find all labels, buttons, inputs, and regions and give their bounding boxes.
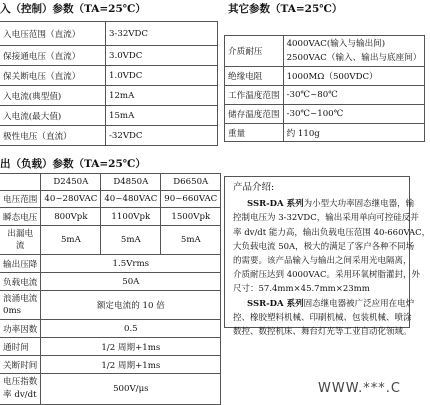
cell-value: 5mA: [101, 226, 161, 255]
label-line: 0ms: [3, 306, 22, 316]
intro-line: 固态继电器被广泛应用在电炉: [303, 298, 415, 309]
row-label: 重量: [225, 124, 284, 142]
intro-line: 的需要。该产品输入与输出之间采用光电隔离，: [233, 256, 412, 267]
label-line: 浪涌电流: [3, 294, 38, 304]
cell-value: 1.5Vrms: [41, 255, 221, 273]
series-name: SSR-DA 系列: [247, 199, 304, 210]
intro-line: 介质耐压达到 4000VAC。采用环氧树脂灌封，外: [233, 270, 421, 281]
other-section-title: 其它参数（TA=25℃）: [228, 3, 343, 15]
watermark: WWW.***.C: [318, 381, 401, 396]
label-line: 出漏电: [7, 229, 34, 239]
model-header: D6650A: [161, 174, 221, 191]
row-label: [0, 374, 41, 405]
row-label: 入电流(最大值): [0, 106, 106, 126]
cell-value: 40~280VAC: [41, 191, 101, 208]
intro-line: 数控、数控机床、舞台灯光等工业自动化领域。: [233, 327, 412, 338]
cell-value: 0.5: [41, 320, 221, 338]
cell-value: 1500Vpk: [161, 208, 221, 226]
row-label: 入电压范围（直流）: [0, 22, 106, 46]
cell-value: 1/2 周期+1ms: [41, 356, 221, 374]
row-value: 4000VAC(输入与输出间): [286, 39, 386, 49]
label-line: 率 dv/dt: [3, 390, 37, 400]
row-value: 1000MΩ（500VDC）: [283, 67, 425, 86]
output-params-table: [0, 173, 221, 405]
row-label: 通时间: [0, 338, 41, 356]
cell-value: 1/2 周期+1ms: [41, 338, 221, 356]
cell-value: 800Vpk: [41, 208, 101, 226]
row-value: 2500VAC（输入、输出与底座间）: [286, 53, 422, 63]
row-value: -30℃~100℃: [283, 105, 425, 124]
input-section-title: 入（控制）参数（TA=25℃）: [0, 3, 146, 15]
cell-value: 5mA: [41, 226, 101, 255]
output-section-title: 出（负载）参数（TA=25℃）: [0, 158, 146, 170]
row-value: 3.0VDC: [106, 46, 218, 66]
model-header: D4850A: [101, 174, 161, 191]
row-value: 约 110g: [283, 124, 425, 142]
row-label: 入电流(典型值): [0, 86, 106, 106]
label-line: 流: [15, 241, 25, 251]
row-label: 储存温度范围: [225, 105, 284, 124]
label-line: 电压指数: [3, 377, 38, 387]
intro-line: 大负载电流 50A，极大的满足了客户各种不同场: [233, 241, 415, 252]
cell-value: 500V/μs: [41, 374, 221, 405]
cell-value: 额定电流的 10 倍: [41, 291, 221, 320]
other-params-table: [224, 35, 425, 142]
intro-heading: 产品介绍:: [233, 182, 275, 193]
row-value: 12mA: [106, 86, 218, 106]
row-label: 瞬态电压: [0, 208, 41, 226]
model-header: D2450A: [41, 174, 101, 191]
row-value: -30℃~80℃: [283, 86, 425, 105]
row-label: 工作温度范围: [225, 86, 284, 105]
intro-line: 控制电压为 3-32VDC，输出采用单向可控硅反并: [233, 213, 419, 224]
cell-value: 40~480VAC: [101, 191, 161, 208]
cell-value: 5mA: [161, 226, 221, 255]
product-intro-box: [224, 176, 430, 338]
row-label: 功率因数: [0, 320, 41, 338]
row-label: 关断时间: [0, 356, 41, 374]
row-label: 负载电流: [0, 273, 41, 291]
series-name: SSR-DA 系列: [247, 298, 304, 309]
row-label: 保关断电压（直流）: [0, 66, 106, 86]
row-label: 介质耐压: [225, 36, 284, 67]
input-params-table: [0, 21, 218, 146]
row-label: [0, 226, 41, 255]
cell-value: 50A: [41, 273, 221, 291]
row-label: [0, 291, 41, 320]
row-label: 输出压降: [0, 255, 41, 273]
intro-line: 尺寸：57.4mm×45.7mm×23mm: [233, 284, 370, 295]
row-value: 15mA: [106, 106, 218, 126]
row-label: 绝缘电阻: [225, 67, 284, 86]
cell-value: 90~660VAC: [161, 191, 221, 208]
row-label: 电压范围: [0, 191, 41, 208]
row-value: -32VDC: [106, 126, 218, 146]
intro-line: 为小型大功率固态继电器，输: [303, 199, 415, 210]
intro-line: 率 dv/dt 能力高，输出负载电压范围 40-660VAC，: [233, 227, 430, 238]
row-label: 保接通电压（直流）: [0, 46, 106, 66]
cell-value: 1100Vpk: [101, 208, 161, 226]
row-value: 1.0VDC: [106, 66, 218, 86]
row-label: 极性电压（直流）: [0, 126, 106, 146]
intro-line: 控、橡胶塑料机械、印刷机械、包装机械、喷涂: [233, 312, 412, 323]
row-value: 3-32VDC: [106, 22, 218, 46]
